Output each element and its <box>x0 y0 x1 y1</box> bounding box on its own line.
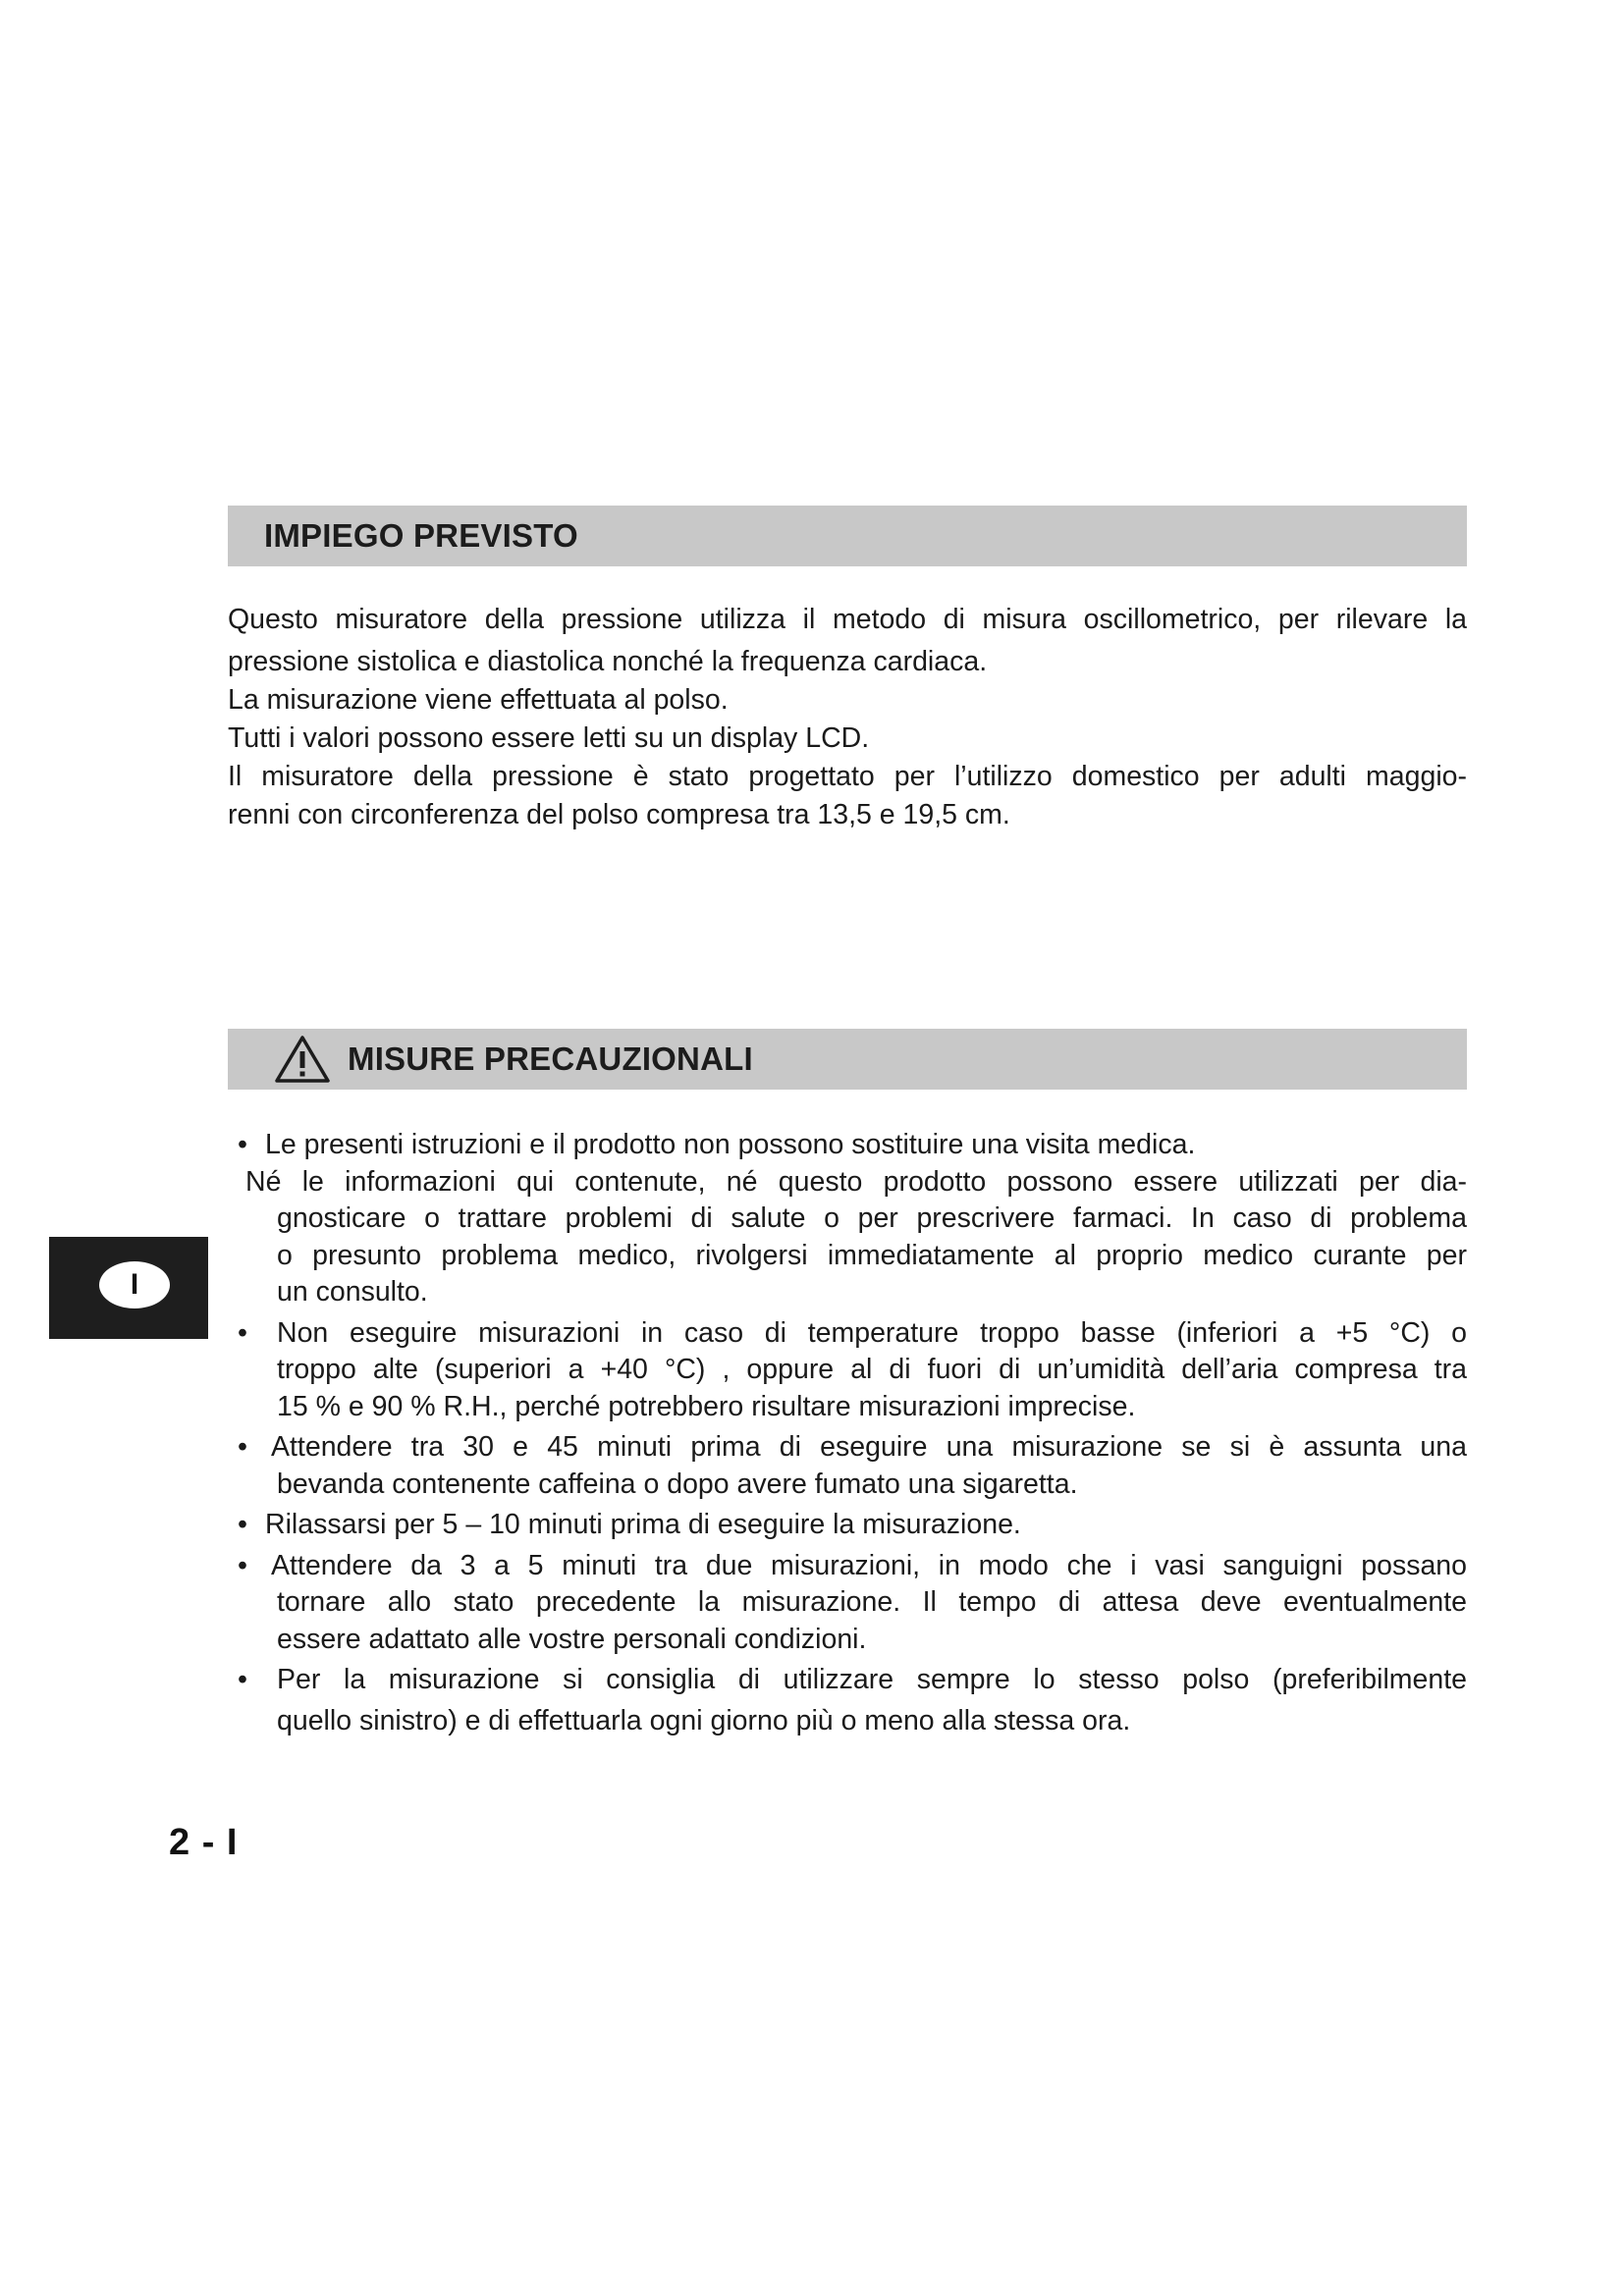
list-item-line: bevanda contenente caffeina o dopo avere fumato una sigaretta. <box>277 1468 1078 1500</box>
bullet-dot: • <box>238 1664 247 1695</box>
bullet-dot: • <box>238 1129 247 1160</box>
bullet-dot: • <box>238 1316 247 1349</box>
warning-triangle-icon <box>275 1035 330 1084</box>
paragraph-line: Tutti i valori possono essere letti su un display LCD. <box>228 722 870 754</box>
list-item-line: gnosticare o trattare problemi di salute o per prescrivere farmaci. In caso di problema <box>277 1202 1467 1234</box>
list-item-line: Non eseguire misurazioni in caso di temperature troppo basse (inferiori a +5 °C) o <box>277 1316 1467 1349</box>
section-header-misure-precauzionali <box>228 1029 1467 1090</box>
list-item-line: Attendere da 3 a 5 minuti tra due misurazioni, in modo che i vasi sanguigni possano <box>271 1549 1467 1581</box>
list-item-line: Attendere tra 30 e 45 minuti prima di eseguire una misurazione se si è assunta una <box>271 1431 1467 1463</box>
paragraph-line: Il misuratore della pressione è stato progettato per l’utilizzo domestico per adulti maggio- <box>228 761 1467 792</box>
section-header-impiego-previsto <box>228 506 1467 566</box>
list-item-line: Né le informazioni qui contenute, né questo prodotto possono essere utilizzati per dia- <box>245 1165 1467 1198</box>
list-item-line: Per la misurazione si consiglia di utilizzare sempre lo stesso polso (preferibilmente <box>277 1664 1467 1695</box>
list-item <box>228 1548 1467 1659</box>
bullet-dot: • <box>238 1431 247 1463</box>
list-item <box>228 1662 1467 1739</box>
list-item <box>228 1127 1467 1311</box>
section-title: MISURE PRECAUZIONALI <box>348 1041 753 1077</box>
list-item-line: Le presenti istruzioni e il prodotto non possono sostituire una visita medica. <box>265 1129 1196 1160</box>
list-item-line: tornare allo stato precedente la misurazione. Il tempo di attesa deve eventualmente <box>277 1586 1467 1618</box>
list-item <box>228 1507 1467 1544</box>
list-item-line: Rilassarsi per 5 – 10 minuti prima di eseguire la misurazione. <box>265 1509 1021 1540</box>
paragraph-line: La misurazione viene effettuata al polso. <box>228 684 729 716</box>
paragraph-line: Questo misuratore della pressione utilizza il metodo di misura oscillometrico, per rilevare la <box>228 604 1467 635</box>
list-item <box>228 1315 1467 1426</box>
section-title: IMPIEGO PREVISTO <box>264 517 578 554</box>
list-item-line: quello sinistro) e di effettuarla ogni giorno più o meno alla stessa ora. <box>277 1704 1131 1736</box>
list-item-line: essere adattato alle vostre personali condizioni. <box>277 1623 867 1655</box>
language-tab <box>49 1237 208 1339</box>
language-tab-oval <box>99 1261 170 1308</box>
impiego-paragraph <box>228 601 1467 834</box>
bullet-dot: • <box>238 1509 247 1540</box>
list-item <box>228 1429 1467 1503</box>
bullet-dot: • <box>238 1549 247 1581</box>
list-item-line: 15 % e 90 % R.H., perché potrebbero risultare misurazioni imprecise. <box>277 1390 1136 1422</box>
list-item-line: troppo alte (superiori a +40 °C) , oppure al di fuori di un’umidità dell’aria compresa tra <box>277 1354 1467 1385</box>
list-item-line: un consulto. <box>277 1276 428 1308</box>
paragraph-line: pressione sistolica e diastolica nonché la frequenza cardiaca. <box>228 646 988 677</box>
list-item-line: o presunto problema medico, rivolgersi immediatamente al proprio medico curante per <box>277 1239 1467 1271</box>
paragraph-line: renni con circonferenza del polso compresa tra 13,5 e 19,5 cm. <box>228 799 1010 830</box>
precautions-list <box>228 1127 1467 1743</box>
language-tab-label: I <box>130 1268 139 1301</box>
page-number: 2 - I <box>169 1822 239 1863</box>
